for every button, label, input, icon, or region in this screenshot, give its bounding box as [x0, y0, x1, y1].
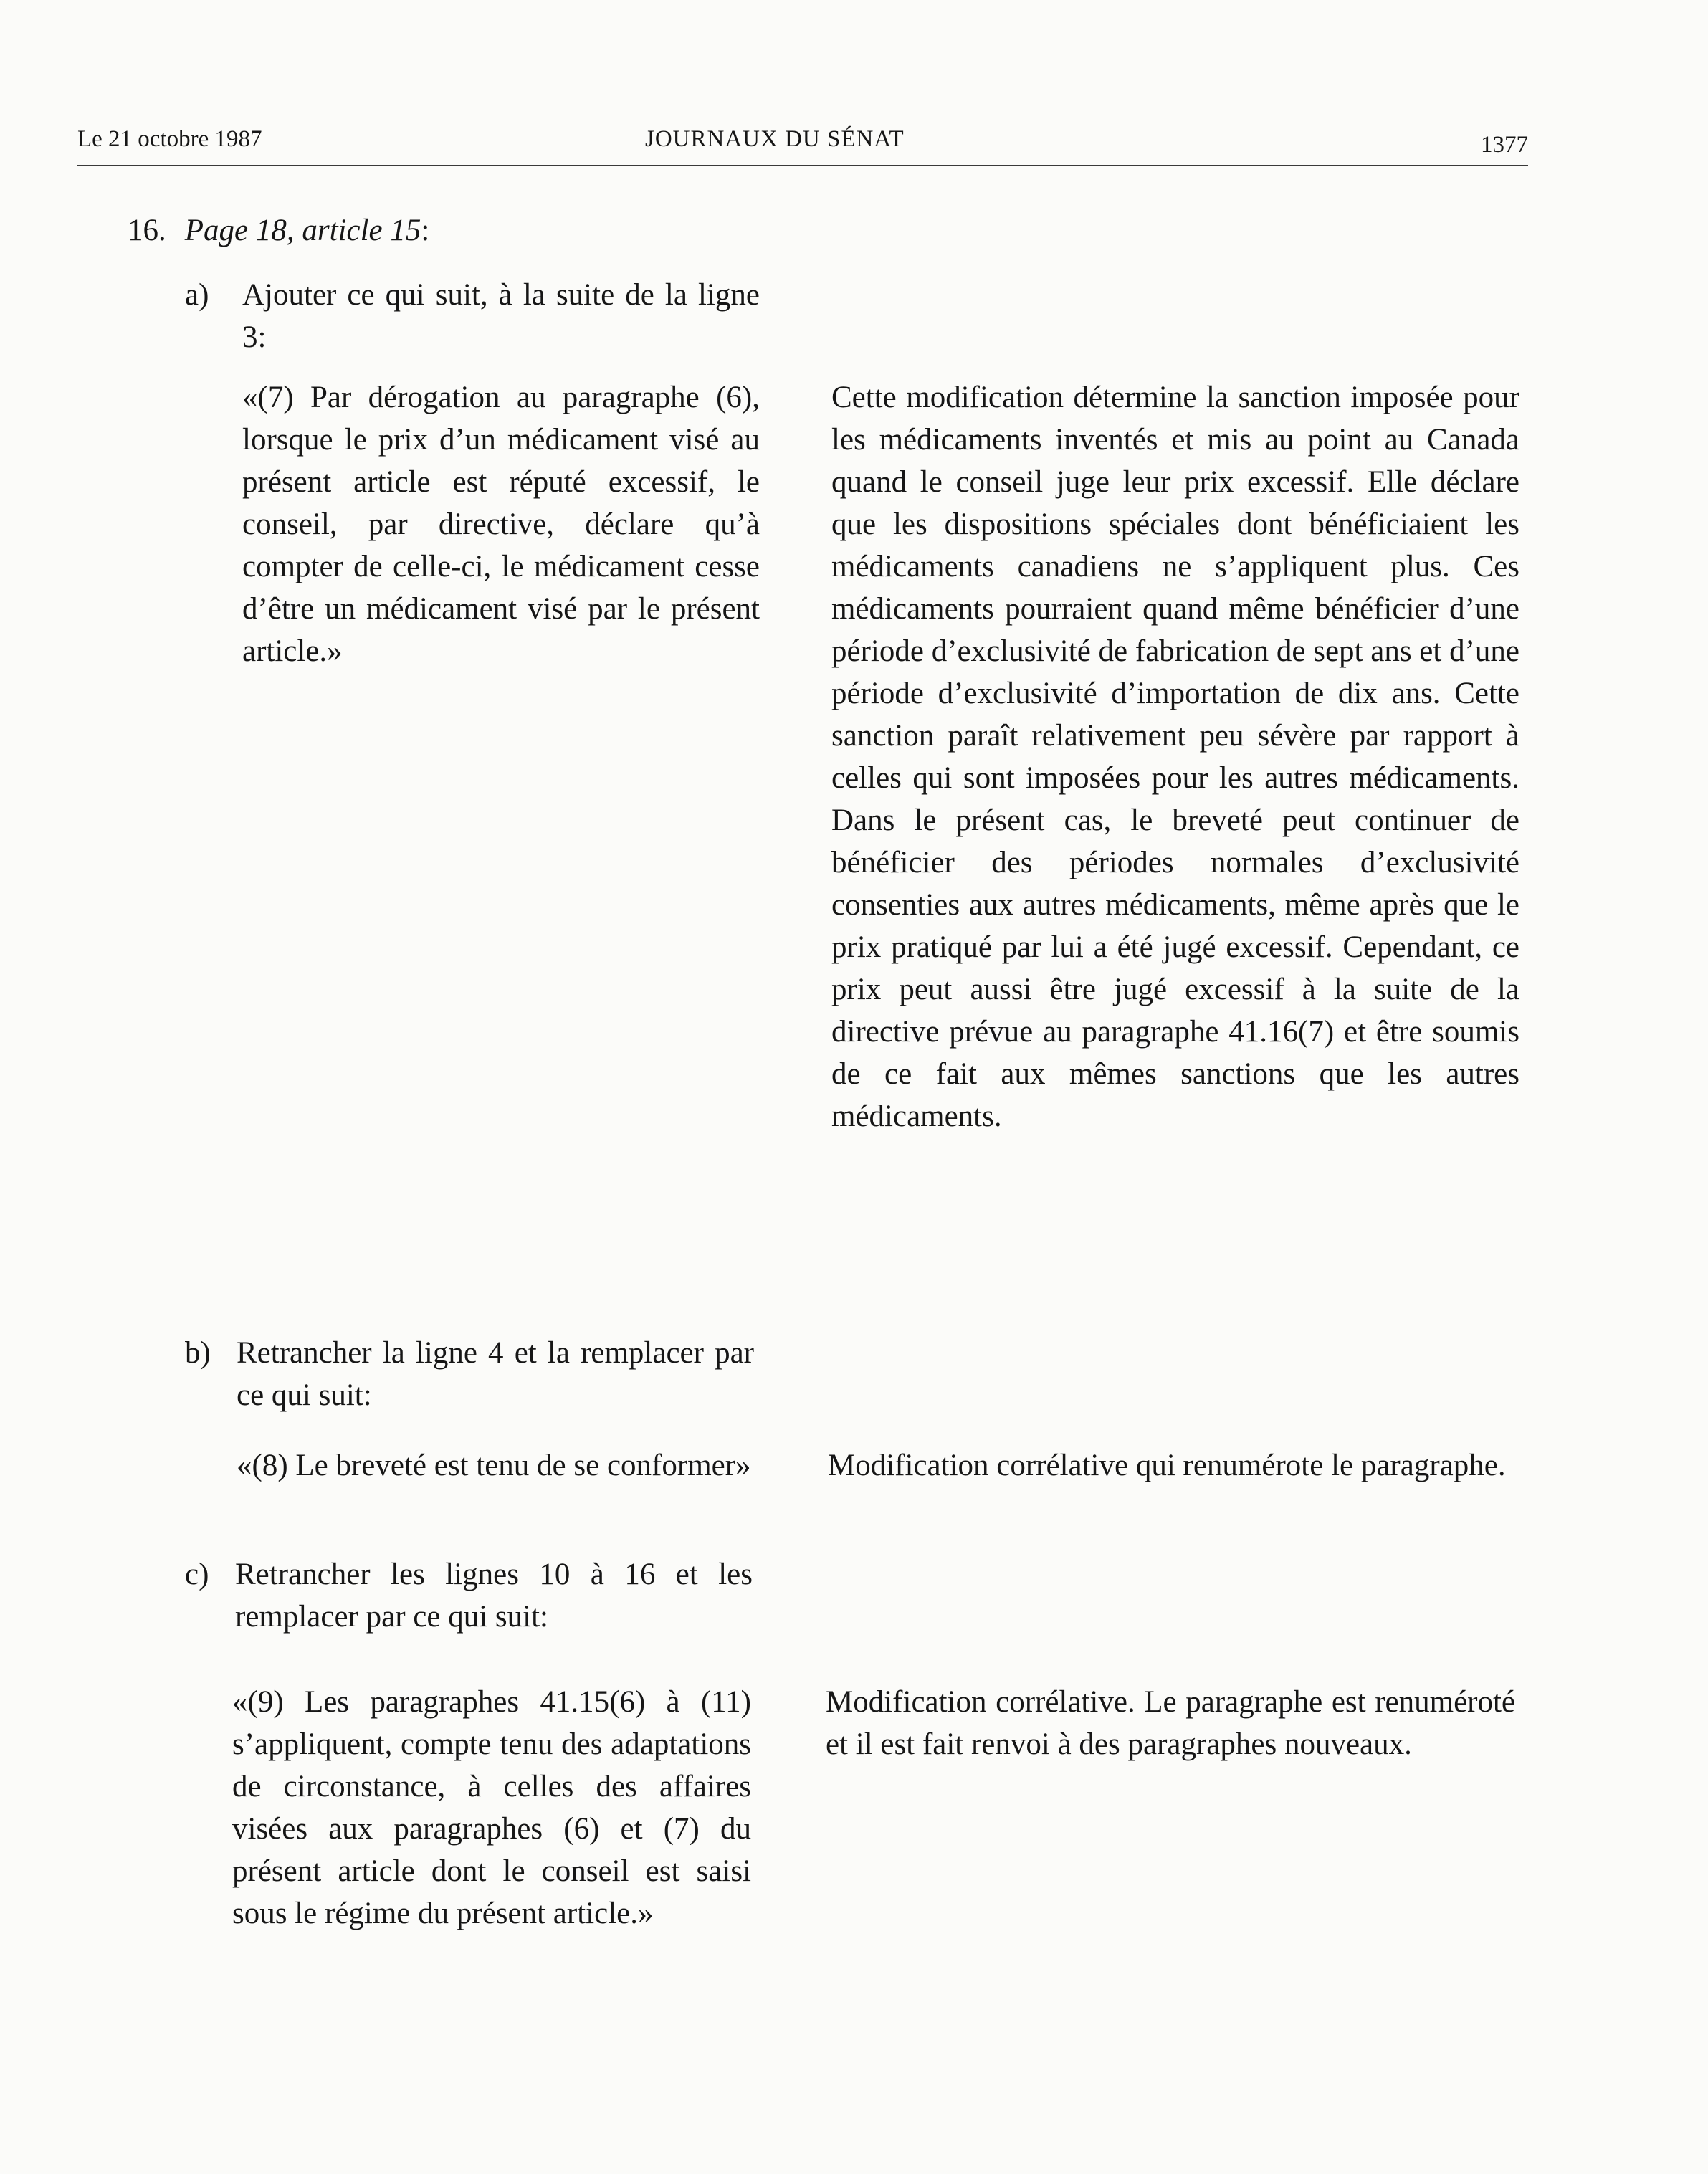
sub-a-explanation: Cette modification détermine la sanction imposée pour les médicaments inventés et mis au point au Canada quand le conseil juge leur prix excessif. Elle déclare que les dispositions spéciales dont bénéficiaient les médicaments canadiens ne s’appliquent plus. Ces médicaments pourraient quand même bénéficier d’une période d’exclusivité de fabrication de sept ans et d’une période d’exclusivité d’importation de dix ans. Cette sanction paraît relativement peu sévère par rapport à celles qui sont imposées pour les autres médicaments. Dans le présent cas, le breveté peut continuer de bénéficier des périodes normales d’exclusivité consenties aux autres médicaments, même après que le prix pratiqué par lui a été jugé excessif. Cependant, ce prix peut aussi être jugé excessif à la suite de la directive prévue au paragraphe 41.16(7) et être soumis de ce fait aux mêmes sanctions que les autres médicaments.	[831, 381, 1519, 1133]
sub-a-quote: «(7) Par dérogation au paragraphe (6), lorsque le prix d’un médicament visé au présent article est réputé excessif, le conseil, par directive, déclare qu’à compter de celle-ci, le médicament cesse d’être un médicament visé par le présent article.»	[242, 381, 760, 668]
sub-a-marker: a)	[185, 278, 209, 312]
header-date: Le 21 octobre 1987	[77, 126, 262, 152]
sub-b-marker: b)	[185, 1336, 211, 1370]
item-number: 16.	[128, 214, 166, 247]
item-reference: Page 18, article 15	[184, 214, 421, 247]
sub-c-quote: «(9) Les paragraphes 41.15(6) à (11) s’appliquent, compte tenu des adaptations de circonstance, à celles des affaires visées aux paragraphes (6) et (7) du présent article dont le conseil est saisi sous le régime du présent article.»	[232, 1685, 751, 1930]
sub-c-marker: c)	[185, 1558, 209, 1591]
sub-b-instruction: Retrancher la ligne 4 et la remplacer par ce qui suit:	[237, 1336, 754, 1412]
page-number: 1377	[1481, 132, 1528, 158]
sub-c-instruction: Retrancher les lignes 10 à 16 et les remplacer par ce qui suit:	[235, 1558, 753, 1634]
sub-a-instruction: Ajouter ce qui suit, à la suite de la ligne 3:	[242, 278, 760, 354]
header-title: JOURNAUX DU SÉNAT	[645, 126, 905, 152]
sub-b-quote: «(8) Le breveté est tenu de se conformer»	[237, 1449, 751, 1482]
sub-b-explanation: Modification corrélative qui renumérote le paragraphe.	[828, 1449, 1506, 1482]
page-header	[77, 120, 1528, 166]
sub-c-explanation: Modification corrélative. Le paragraphe est renuméroté et il est fait renvoi à des paragraphes nouveaux.	[826, 1685, 1515, 1761]
item-heading	[128, 209, 429, 252]
item-reference-suffix: :	[421, 214, 430, 247]
